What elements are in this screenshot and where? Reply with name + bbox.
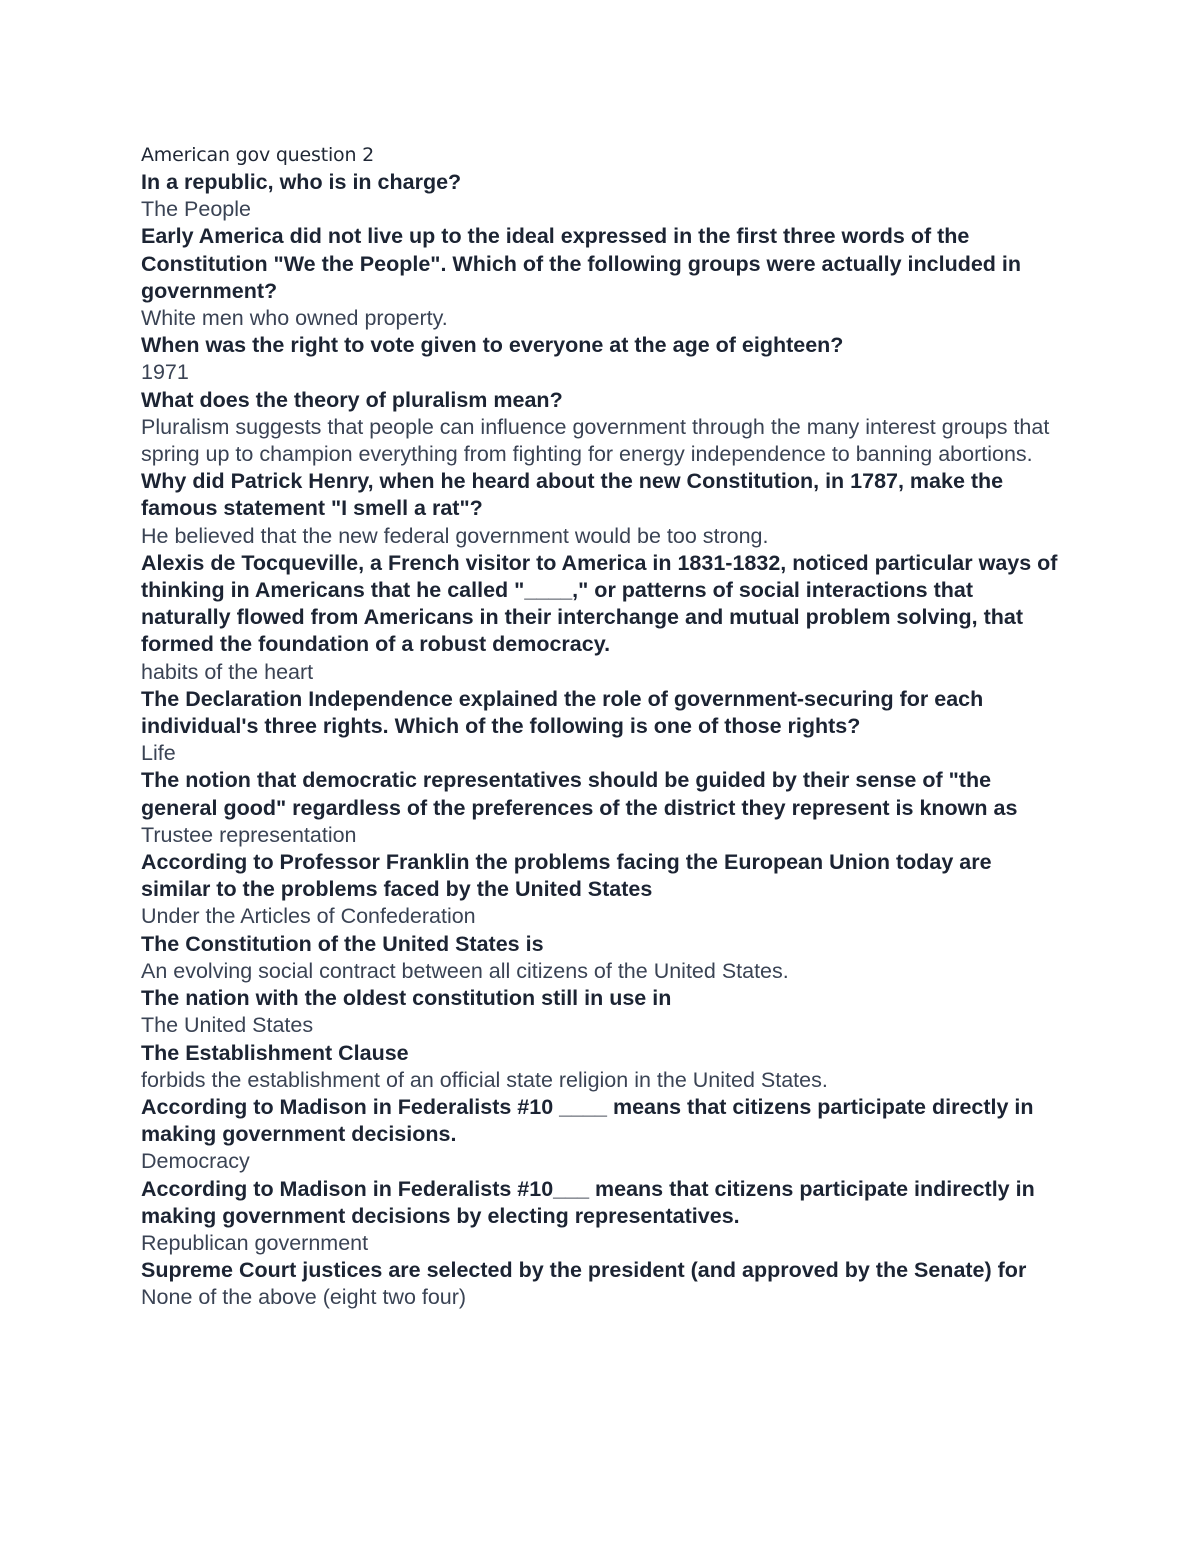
answer-text: Democracy	[141, 1149, 250, 1174]
document-page	[141, 142, 1061, 1312]
question-text: What does the theory of pluralism mean?	[141, 387, 563, 412]
qa-item	[141, 1094, 1061, 1176]
question-text: When was the right to vote given to everyone at the age of eighteen?	[141, 333, 844, 358]
answer-text: White men who owned property.	[141, 306, 448, 331]
question-text: Alexis de Tocqueville, a French visitor to America in 1831-1832, noticed particular ways of thinking in Americans that he called "____," or patterns of social interactions that naturally flowed from Americans in their interchange and mutual problem solving, that formed the foundation of a robust democracy.	[141, 550, 1058, 657]
qa-item	[141, 1176, 1061, 1258]
question-text: Why did Patrick Henry, when he heard about the new Constitution, in 1787, make the famous statement "I smell a rat"?	[141, 469, 1004, 521]
question-text: The Establishment Clause	[141, 1040, 409, 1065]
question-text: According to Madison in Federalists #10 ____ means that citizens participate directly in making government decisions.	[141, 1094, 1034, 1147]
question-text: The Declaration Independence explained the role of government-securing for each individual's three rights. Which of the following is one of those rights?	[141, 686, 984, 739]
answer-text: Pluralism suggests that people can influence government through the many interest groups that spring up to champion everything from fighting for energy independence to banning abortions.	[141, 414, 1050, 467]
question-text: According to Madison in Federalists #10___ means that citizens participate indirectly in making government decisions by electing representatives.	[141, 1176, 1035, 1228]
answer-text: Under the Articles of Confederation	[141, 904, 476, 929]
qa-item	[141, 849, 1061, 931]
qa-item	[141, 387, 1061, 469]
question-text: In a republic, who is in charge?	[141, 170, 462, 194]
document-title: American gov question 2	[141, 144, 375, 166]
answer-text: 1971	[141, 360, 189, 385]
qa-item	[141, 686, 1061, 768]
answer-text: He believed that the new federal government would be too strong.	[141, 523, 769, 548]
question-text: The nation with the oldest constitution still in use in	[141, 986, 672, 1011]
qa-item	[141, 169, 1061, 223]
qa-list	[141, 169, 1061, 1312]
qa-item	[141, 223, 1061, 332]
question-text: Early America did not live up to the ideal expressed in the first three words of the Constitution "We the People". Which of the following groups were actually included in government?	[141, 224, 1022, 303]
answer-text: forbids the establishment of an official state religion in the United States.	[141, 1067, 828, 1092]
answer-text: An evolving social contract between all citizens of the United States.	[141, 958, 789, 983]
answer-text: None of the above (eight two four)	[141, 1285, 467, 1310]
qa-item	[141, 931, 1061, 985]
qa-item	[141, 332, 1061, 386]
question-text: The Constitution of the United States is	[141, 931, 544, 956]
qa-item	[141, 1257, 1061, 1311]
answer-text: The People	[141, 197, 251, 222]
qa-item	[141, 550, 1061, 686]
qa-item	[141, 985, 1061, 1039]
question-text: Supreme Court justices are selected by the president (and approved by the Senate) for	[141, 1258, 1027, 1283]
answer-text: habits of the heart	[141, 659, 314, 684]
qa-item	[141, 767, 1061, 849]
answer-text: Republican government	[141, 1230, 369, 1255]
answer-text: Life	[141, 741, 176, 766]
qa-item	[141, 1040, 1061, 1094]
question-text: According to Professor Franklin the problems facing the European Union today are similar to the problems faced by the United States	[141, 850, 992, 902]
qa-item	[141, 468, 1061, 550]
question-text: The notion that democratic representatives should be guided by their sense of "the general good" regardless of the preferences of the district they represent is known as	[141, 768, 1018, 820]
answer-text: The United States	[141, 1013, 314, 1038]
answer-text: Trustee representation	[141, 822, 357, 847]
